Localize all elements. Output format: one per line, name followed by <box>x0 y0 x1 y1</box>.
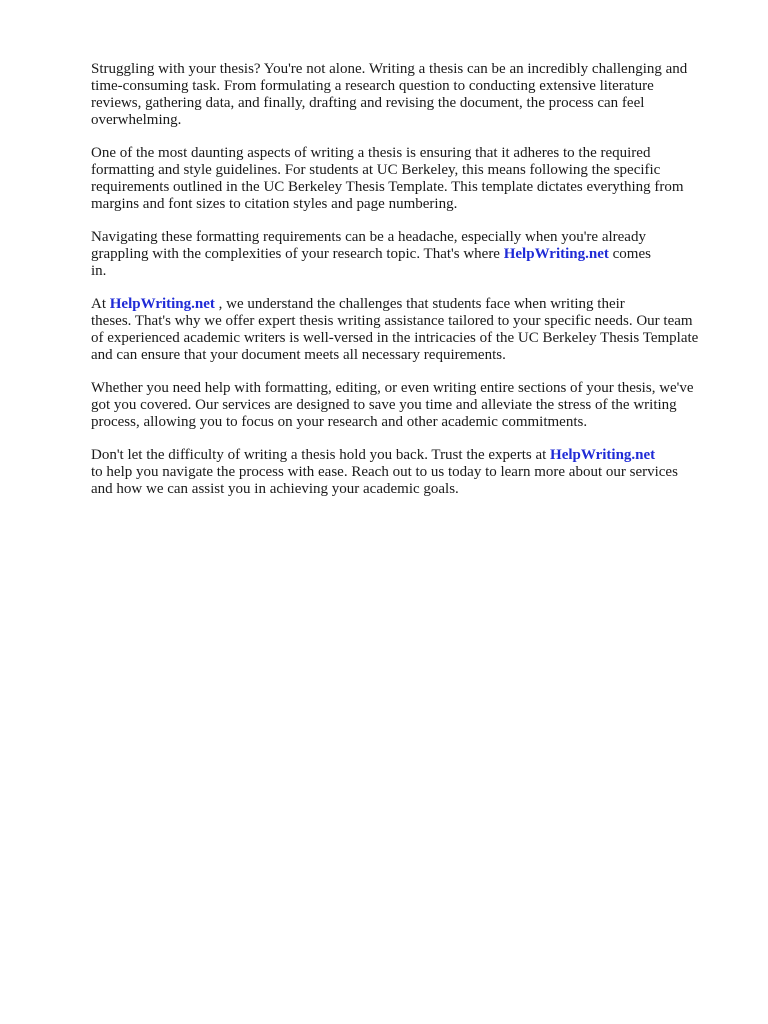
paragraph-navigating-text: Navigating these formatting requirements can be a headache, especially when you're already grappling with the complexities of your research topic. That's where <box>91 229 646 262</box>
paragraph-closing-text-end: to help you navigate the process with ease. Reach out to us today to learn more about our services and how we can assist you in achieving your academic goals. <box>91 464 678 497</box>
paragraph-closing-text: Don't let the difficulty of writing a thesis hold you back. Trust the experts at <box>91 447 551 463</box>
paragraph-about-text: At <box>91 296 110 312</box>
helpwriting-link[interactable]: HelpWriting.net <box>550 447 656 463</box>
paragraph-about <box>91 296 731 364</box>
paragraph-about-text-end: , we understand the challenges that students face when writing their theses. That's why we offer expert thesis writing assistance tailored to your specific needs. Our team of experienced academic writers is well-versed in the intricacies of the UC Berkeley Thesis Template and can ensure that your document meets all necessary requirements. <box>91 296 699 363</box>
paragraph-services: Whether you need help with formatting, editing, or even writing entire sections of your thesis, we've got you covered. Our services are designed to save you time and alleviate the stress of the writing process, allowing you to focus on your research and other academic commitments. <box>91 380 694 430</box>
document-body <box>91 61 731 514</box>
paragraph-navigating-text-end: comes in. <box>91 246 651 279</box>
helpwriting-link[interactable]: HelpWriting.net <box>109 296 215 312</box>
helpwriting-link[interactable]: HelpWriting.net <box>503 246 609 262</box>
paragraph-navigating <box>91 229 731 280</box>
paragraph-intro: Struggling with your thesis? You're not alone. Writing a thesis can be an incredibly challenging and time-consuming task. From formulating a research question to conducting extensive literature reviews, gathering data, and finally, drafting and revising the document, the process can feel overwhelming. <box>91 61 688 128</box>
paragraph-closing <box>91 447 731 498</box>
paragraph-formatting: One of the most daunting aspects of writing a thesis is ensuring that it adheres to the required formatting and style guidelines. For students at UC Berkeley, this means following the specific requirements outlined in the UC Berkeley Thesis Template. This template dictates everything from margins and font sizes to citation styles and page numbering. <box>91 145 684 212</box>
